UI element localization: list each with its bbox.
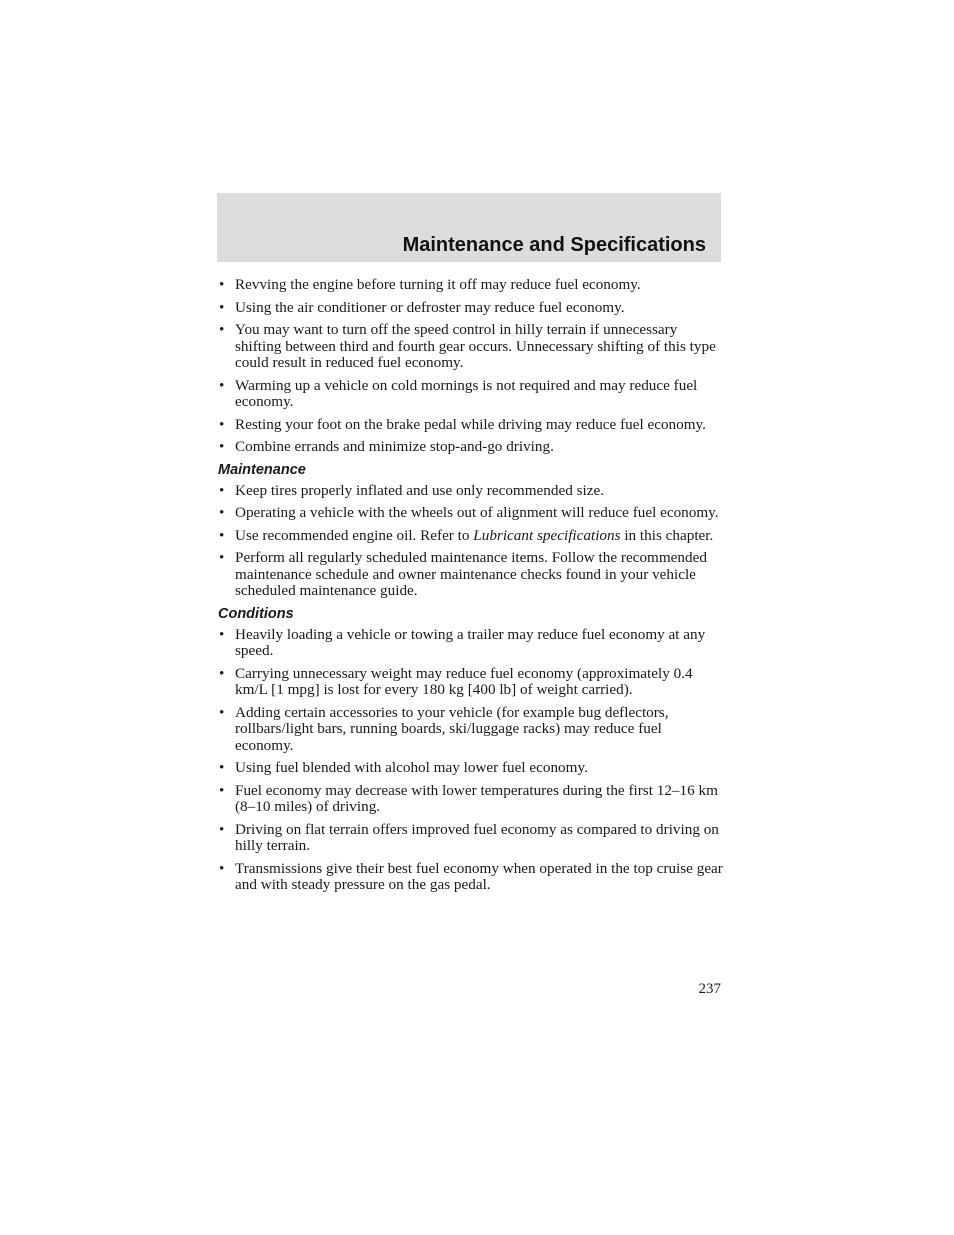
list-item [217,277,723,294]
list-item [217,505,723,522]
list-item [217,528,723,545]
list-item [217,760,723,777]
bullet-icon: • [219,504,225,521]
bullet-icon: • [219,781,225,799]
list-item-text-pre: Use recommended engine oil. Refer to [235,526,474,544]
list-item [217,861,723,894]
bullet-icon: • [219,625,225,643]
list-item [217,322,723,372]
bullet-icon: • [219,438,225,455]
list-item-text: Using the air conditioner or defroster may reduce fuel economy. [235,298,625,316]
list-item-text-post: in this chapter. [620,526,714,544]
list-item [217,822,723,855]
bullet-icon: • [219,321,225,338]
list-item-text: Driving on flat terrain offers improved fuel economy as compared to driving on hilly terrain. [235,820,719,854]
header-band [217,193,721,262]
bullet-icon: • [219,664,225,682]
list-item-text: Perform all regularly scheduled maintenance items. Follow the recommended maintenance schedule and owner maintenance checks found in your vehicle scheduled maintenance guide. [235,549,707,599]
list-item [217,666,723,699]
bullet-icon: • [219,415,225,433]
section-heading-maintenance: Maintenance [218,461,306,478]
page-content [217,277,723,900]
list-item-text: Resting your foot on the brake pedal while driving may reduce fuel economy. [235,415,706,433]
list-item-text: Keep tires properly inflated and use only recommended size. [235,481,605,499]
bullet-icon: • [219,298,225,316]
list-item-text: You may want to turn off the speed control in hilly terrain if unnecessary shifting between third and fourth gear occurs. Unnecessary shifting of this type could result in reduced fuel economy. [235,321,716,371]
bullet-icon: • [219,481,225,499]
list-item [217,705,723,755]
list-item-text: Combine errands and minimize stop-and-go driving. [235,438,554,455]
list-item [217,439,723,456]
list-item-text: Heavily loading a vehicle or towing a trailer may reduce fuel economy at any speed. [235,625,706,659]
bullet-icon: • [219,376,225,394]
list-item-text: Transmissions give their best fuel economy when operated in the top cruise gear and with steady pressure on the gas pedal. [235,859,723,893]
list-item [217,627,723,660]
cross-reference-link: Lubricant specifications [473,526,621,544]
list-item-text: Carrying unnecessary weight may reduce fuel economy (approximately 0.4 km/L [1 mpg] is lost for every 180 kg [400 lb] of weight carried). [235,664,693,698]
bullet-icon: • [219,703,225,721]
list-item-text: Adding certain accessories to your vehicle (for example bug deflectors, rollbars/light bars, running boards, ski/luggage racks) may reduce fuel economy. [235,703,669,754]
bullet-list-conditions [217,627,723,894]
bullet-icon: • [219,549,225,566]
bullet-icon: • [219,820,225,838]
list-item [217,550,723,600]
bullet-icon: • [219,859,225,877]
list-item-text: Warming up a vehicle on cold mornings is not required and may reduce fuel economy. [235,376,698,410]
list-item-text: Operating a vehicle with the wheels out of alignment will reduce fuel economy. [235,504,719,521]
page-title: Maintenance and Specifications [402,234,706,256]
list-item [217,378,723,411]
bullet-icon: • [219,526,225,544]
page-number: 237 [698,981,721,997]
section-heading-conditions: Conditions [218,605,294,622]
bullet-icon: • [219,276,225,293]
list-item [217,483,723,500]
list-item [217,300,723,317]
list-item [217,783,723,816]
bullet-icon: • [219,759,225,776]
list-item-text: Fuel economy may decrease with lower temperatures during the first 12–16 km (8–10 miles) of driving. [235,781,718,815]
bullet-list-general [217,277,723,456]
list-item-text: Revving the engine before turning it off may reduce fuel economy. [235,276,641,293]
list-item [217,417,723,434]
list-item-text: Using fuel blended with alcohol may lower fuel economy. [235,759,588,776]
bullet-list-maintenance [217,483,723,600]
